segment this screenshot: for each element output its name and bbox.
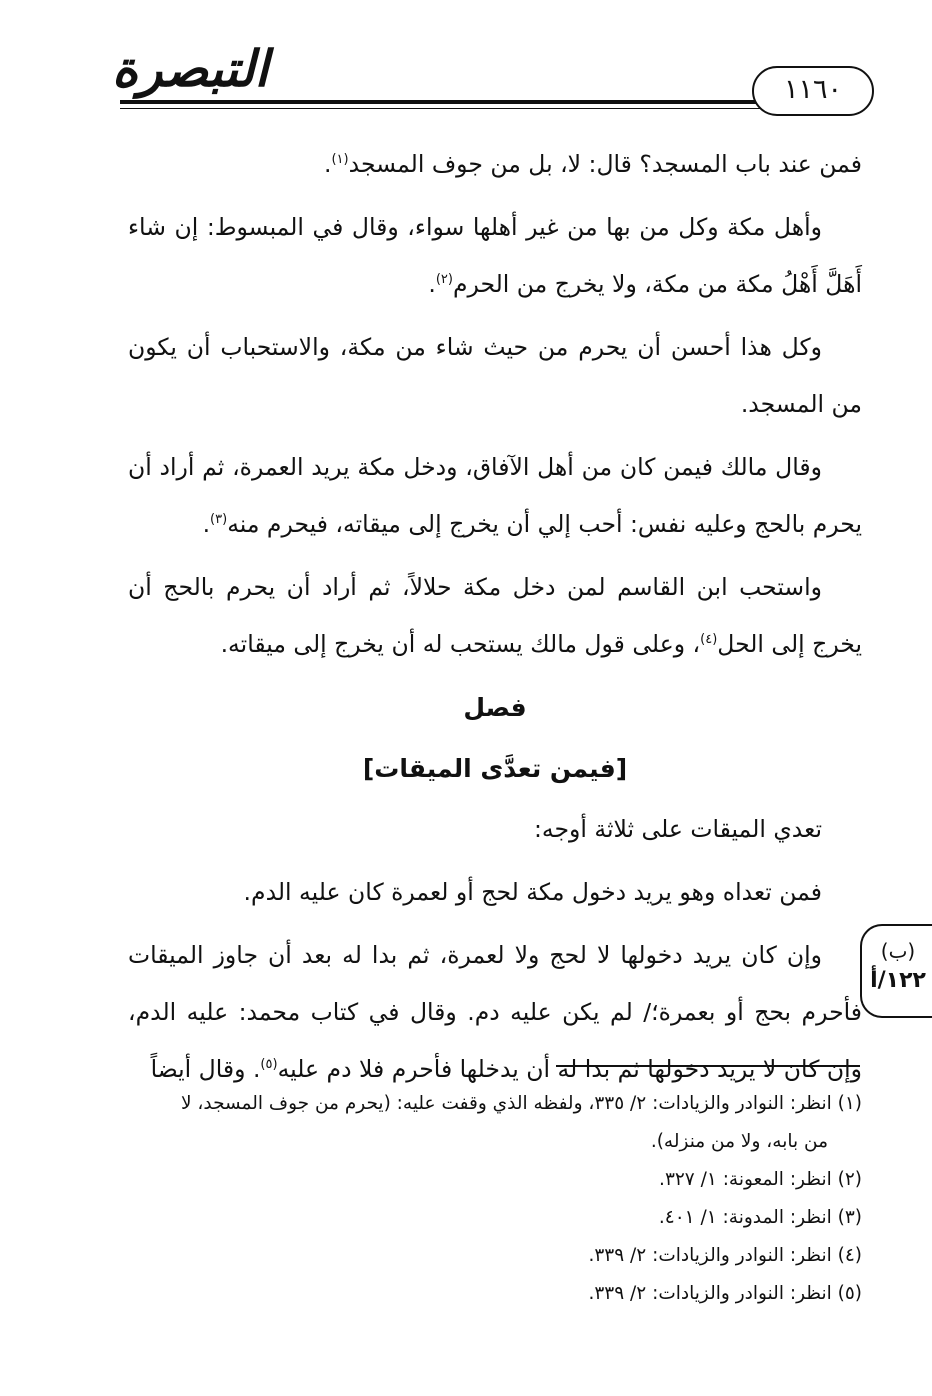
paragraph [128, 199, 862, 313]
paragraph-text: وأهل مكة وكل من بها من غير أهلها سواء، وقال في المبسوط: إن شاء أَهَلَّ أَهْلُ مكة من مكة، ولا يخرج من الحرم [128, 213, 862, 298]
paragraph-text: واستحب ابن القاسم لمن دخل مكة حلالاً، ثم أراد أن يحرم بالحج أن يخرج إلى الحل [128, 573, 862, 658]
footnote-ref: (٤) [700, 632, 718, 648]
main-text [128, 136, 862, 1104]
paragraph [128, 927, 862, 1098]
header-rule [120, 100, 837, 104]
paragraph: وكل هذا أحسن أن يحرم من حيث شاء من مكة، والاستحباب أن يكون من المسجد. [128, 333, 862, 418]
paragraph-text: وقال مالك فيمن كان من أهل الآفاق، ودخل مكة يريد العمرة، ثم أراد أن يحرم بالحج وعليه نفس: أحب إلي أن يخرج إلى ميقاته، فيحرم منه [128, 453, 862, 538]
paragraph-text: فمن عند باب المسجد؟ قال: لا، بل من جوف المسجد [348, 150, 862, 178]
footnote-ref: (٥) [260, 1057, 278, 1073]
paragraph-end: . [323, 150, 332, 178]
paragraph-end: . [428, 270, 436, 298]
section-subtitle: [فيمن تعدَّى الميقات] [362, 754, 628, 783]
footnote-ref: (١) [331, 152, 349, 168]
header-rule-thin [120, 108, 837, 109]
book-title: التبصرة [112, 39, 269, 98]
paragraph-end: . [202, 510, 211, 538]
paragraph: تعدي الميقات على ثلاثة أوجه: [533, 815, 822, 843]
margin-note-folio: ١٢٢/أ [870, 968, 926, 993]
footnote-ref: (٣) [210, 512, 228, 528]
footnote-item: (١) انظر: النوادر والزيادات: ٢/ ٣٣٥، ولفظه الذي وقفت عليه: (يحرم من جوف المسجد، لا [180, 1093, 862, 1114]
footnote-continuation: من بابه، ولا من منزله). [650, 1131, 828, 1152]
paragraph: فمن تعداه وهو يريد دخول مكة لحج أو لعمرة كان عليه الدم. [243, 878, 822, 906]
manuscript-margin-note [860, 924, 932, 1018]
paragraph-text: ، وعلى قول مالك يستحب له أن يخرج إلى ميقاته. [220, 630, 701, 658]
footnote-item: (٤) انظر: النوادر والزيادات: ٢/ ٣٣٩. [588, 1245, 862, 1266]
paragraph [128, 136, 862, 193]
footnote-ref: (٢) [435, 272, 453, 288]
footnote-separator [556, 1065, 860, 1067]
footnote-item: (٥) انظر: النوادر والزيادات: ٢/ ٣٣٩. [588, 1283, 862, 1304]
section-title: فصل [463, 693, 527, 722]
paragraph-text: . وقال أيضاً [150, 1055, 261, 1083]
paragraph-text: وإن كان يريد دخولها لا لحج ولا لعمرة، ثم بدا له بعد أن جاوز الميقات فأحرم بحج أو بعمرة؛/ لم يكن عليه دم. وقال في كتاب محمد: عليه الدم، وإن كان لا يريد دخولها ثم بدا له أن يدخلها فأحرم فلا دم عليه [128, 941, 862, 1083]
footnote-item: (٢) انظر: المعونة: ١/ ٣٢٧. [659, 1169, 862, 1190]
footnotes [128, 1086, 862, 1314]
paragraph [128, 439, 862, 553]
margin-note-label: (ب) [880, 939, 916, 963]
page-number: ١١٦٠ [752, 66, 874, 116]
paragraph [128, 559, 862, 673]
footnote-item: (٣) انظر: المدونة: ١/ ٤٠١. [658, 1207, 862, 1228]
